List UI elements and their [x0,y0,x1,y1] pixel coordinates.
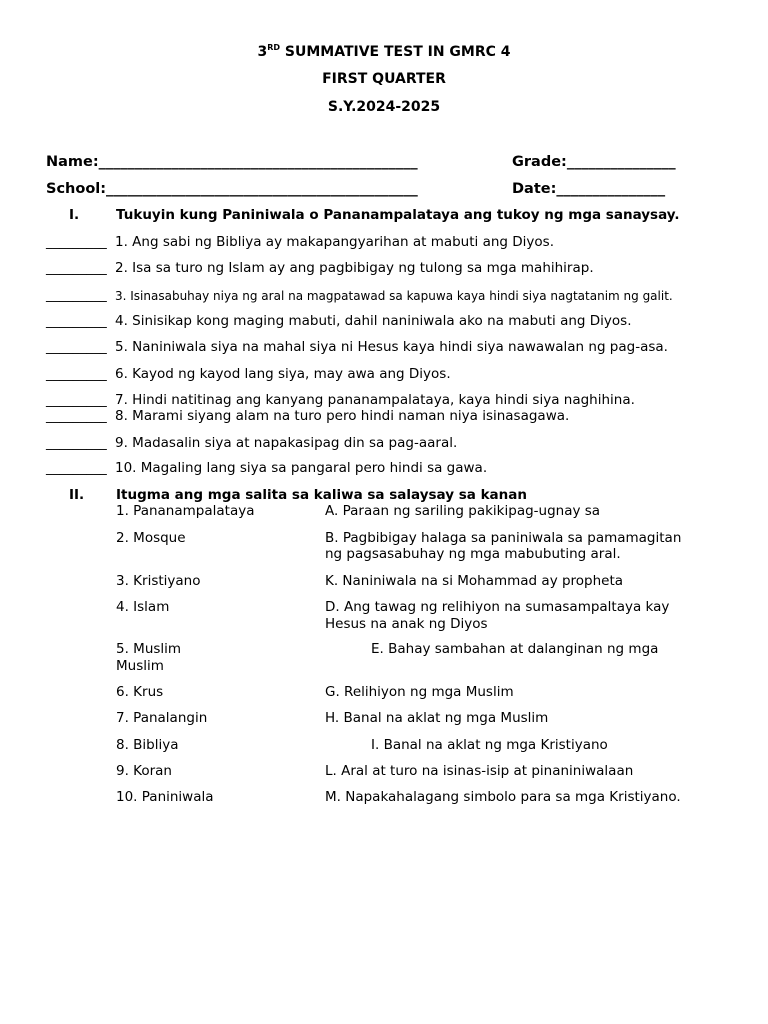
answer-blank: _________ [46,366,107,382]
match-left-item: 8. Bibliya [116,737,179,753]
question-item: 4. Sinisikap kong maging mabuti, dahil naniniwala ako na mabuti ang Diyos. [115,313,632,329]
match-right-item: M. Napakahalagang simbolo para sa mga Kristiyano. [325,789,681,805]
question-item: 2. Isa sa turo ng Islam ay ang pagbibigay ng tulong sa mga mahihirap. [115,260,594,276]
school-field: School:___________________________________________ [46,181,418,197]
match-left-item: 4. Islam [116,599,170,615]
answer-blank: _________ [46,287,107,303]
answer-blank: _________ [46,234,107,250]
match-right-item: B. Pagbibigay halaga sa paniniwala sa pamamagitan [325,530,682,546]
question-item: 7. Hindi natitinag ang kanyang pananampalataya, kaya hindi siya naghihina. [115,392,635,408]
match-left-item: 6. Krus [116,684,164,700]
match-right-item: Hesus na anak ng Diyos [325,616,488,632]
match-left-item: 3. Kristiyano [116,573,201,589]
answer-blank: _________ [46,313,107,329]
part1-instruction: Tukuyin kung Paniniwala o Pananampalataya ang tukoy ng mga sanaysay. [116,207,680,223]
match-right-item: ng pagsasabuhay ng mga mabubuting aral. [325,546,621,562]
grade-field: Grade:_______________ [512,154,676,170]
title-superscript: RD [267,43,281,52]
school-year: S.Y.2024-2025 [327,99,441,115]
part2-instruction: Itugma ang mga salita sa kaliwa sa salaysay sa kanan [116,487,527,503]
match-left-item: 2. Mosque [116,530,186,546]
question-item: 5. Naniniwala siya na mahal siya ni Hesus kaya hindi siya nawawalan ng pag-asa. [115,339,668,355]
match-left-item: 5. Muslim [116,641,182,657]
question-item: 6. Kayod ng kayod lang siya, may awa ang Diyos. [115,366,451,382]
date-field: Date:_______________ [512,181,666,197]
match-left-item: 7. Panalangin [116,710,208,726]
match-right-item: H. Banal na aklat ng mga Muslim [325,710,549,726]
match-right-item: A. Paraan ng sariling pakikipag-ugnay sa [325,503,601,519]
match-left-item: 10. Paniniwala [116,789,214,805]
question-item: 10. Magaling lang siya sa pangaral pero hindi sa gawa. [115,460,488,476]
answer-blank: _________ [46,408,107,424]
match-right-item: D. Ang tawag ng relihiyon na sumasampaltaya kay [325,599,670,615]
name-field: Name:____________________________________________ [46,154,418,170]
match-right-item: I. Banal na aklat ng mga Kristiyano [371,737,608,753]
match-right-item: G. Relihiyon ng mga Muslim [325,684,514,700]
match-right-item: K. Naniniwala na si Mohammad ay propheta [325,573,624,589]
part1-number: I. [69,207,80,223]
answer-blank: _________ [46,392,107,408]
part2-number: II. [69,487,85,503]
match-left-item: 9. Koran [116,763,172,779]
test-title: 3RD SUMMATIVE TEST IN GMRC 4 [257,43,511,60]
answer-blank: _________ [46,339,107,355]
question-item: 9. Madasalin siya at napakasipag din sa pag-aaral. [115,435,458,451]
match-left-item: 1. Pananampalataya [116,503,255,519]
quarter-label: FIRST QUARTER [322,71,446,87]
match-left-item: Muslim [116,658,164,674]
answer-blank: _________ [46,460,107,476]
question-item: 8. Marami siyang alam na turo pero hindi naman niya isinasagawa. [115,408,570,424]
answer-blank: _________ [46,260,107,276]
question-item: 1. Ang sabi ng Bibliya ay makapangyarihan at mabuti ang Diyos. [115,234,554,250]
match-right-item: L. Aral at turo na isinas-isip at pinaniniwalaan [325,763,634,779]
match-right-item: E. Bahay sambahan at dalanginan ng mga [371,641,659,657]
answer-blank: _________ [46,435,107,451]
question-item: 3. Isinasabuhay niya ng aral na magpatawad sa kapuwa kaya hindi siya nagtatanim ng galit. [115,289,673,303]
